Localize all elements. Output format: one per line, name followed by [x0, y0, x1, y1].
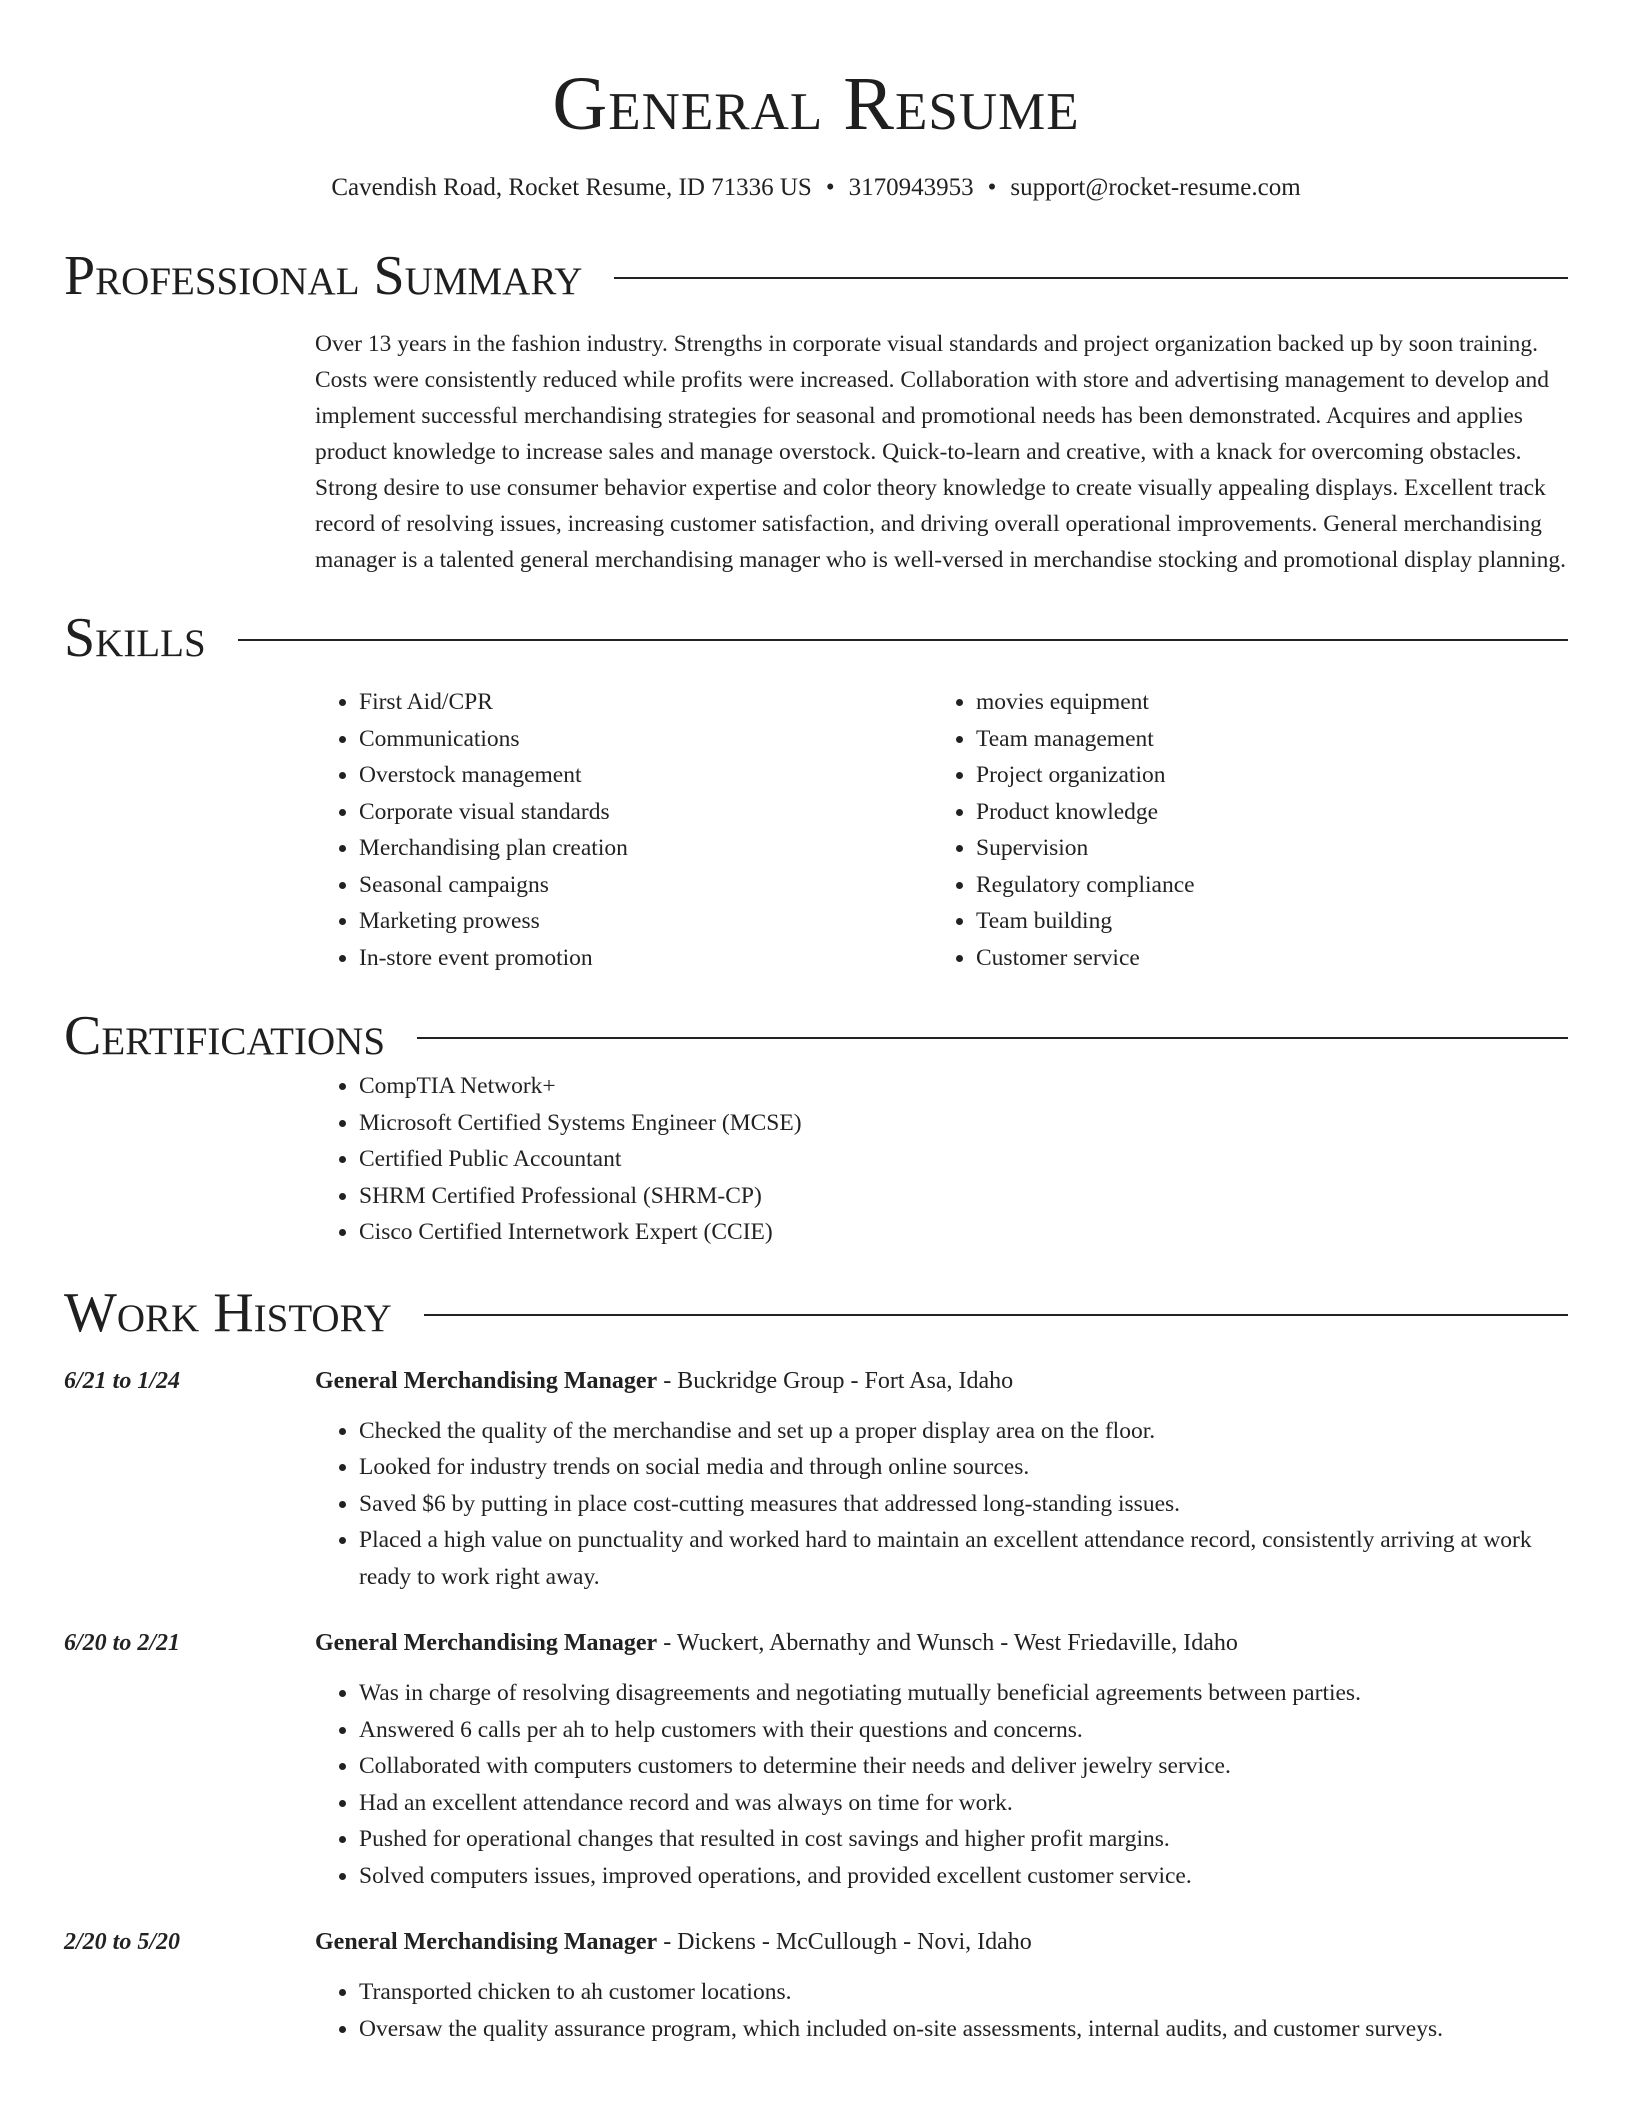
job-title: General Merchandising Manager — [315, 1630, 658, 1656]
summary-section-header — [64, 244, 1568, 308]
contact-phone: 3170943953 — [848, 174, 974, 201]
contact-address: Cavendish Road, Rocket Resume, ID 71336 US — [331, 174, 812, 201]
contact-separator: • — [987, 174, 997, 201]
job-bullet: • Had an excellent attendance record and was always on time for work. — [359, 1785, 1568, 1822]
certification-item: • Microsoft Certified Systems Engineer (MCSE) — [359, 1105, 1568, 1142]
job-bullet: • Was in charge of resolving disagreements and negotiating mutually beneficial agreements between parties. — [359, 1675, 1568, 1712]
certifications-section — [315, 1068, 1568, 1251]
job-bullet: • Looked for industry trends on social media and through online sources. — [359, 1449, 1568, 1486]
skill-item: • Team management — [976, 721, 1549, 758]
job-title-line — [315, 1363, 1568, 1399]
certifications-list — [315, 1068, 1568, 1251]
job-dates: 6/20 to 2/21 — [64, 1630, 181, 1656]
skill-item: • Merchandising plan creation — [359, 830, 932, 867]
job-title-line — [315, 1924, 1568, 1960]
skill-item: • First Aid/CPR — [359, 684, 932, 721]
skill-item: • Customer service — [976, 940, 1549, 977]
job-bullets — [315, 1974, 1568, 2047]
skills-section — [315, 684, 1568, 976]
work-section — [64, 1363, 1568, 2048]
job-details: - Wuckert, Abernathy and Wunsch - West Friedaville, Idaho — [657, 1630, 1238, 1656]
summary-title: Professional Summary — [64, 245, 583, 307]
job-bullet: • Collaborated with computers customers to determine their needs and deliver jewelry service. — [359, 1748, 1568, 1785]
skills-list-left — [315, 684, 932, 976]
job-bullet: • Transported chicken to ah customer locations. — [359, 1974, 1568, 2011]
summary-section — [315, 326, 1568, 578]
skill-item: • Corporate visual standards — [359, 794, 932, 831]
skill-item: • Marketing prowess — [359, 903, 932, 940]
skill-item: • Overstock management — [359, 757, 932, 794]
skills-column-left — [315, 684, 932, 976]
certification-item: • Certified Public Accountant — [359, 1141, 1568, 1178]
skills-section-header — [64, 606, 1568, 670]
certifications-section-header — [64, 1004, 1568, 1068]
skill-item: • Team building — [976, 903, 1549, 940]
skill-item: • Supervision — [976, 830, 1549, 867]
job-bullet: • Pushed for operational changes that resulted in cost savings and higher profit margins. — [359, 1821, 1568, 1858]
job-bullet: • Checked the quality of the merchandise and set up a proper display area on the floor. — [359, 1413, 1568, 1450]
certification-item: • Cisco Certified Internetwork Expert (CCIE) — [359, 1214, 1568, 1251]
resume-name: General Resume — [552, 62, 1080, 146]
job-bullets — [315, 1413, 1568, 1596]
certification-item: • SHRM Certified Professional (SHRM-CP) — [359, 1178, 1568, 1215]
work-section-header — [64, 1281, 1568, 1345]
contact-line — [64, 172, 1568, 204]
job-bullet: • Answered 6 calls per ah to help customers with their questions and concerns. — [359, 1712, 1568, 1749]
skill-item: • Project organization — [976, 757, 1549, 794]
skill-item: • movies equipment — [976, 684, 1549, 721]
job-title: General Merchandising Manager — [315, 1929, 658, 1955]
work-title: Work History — [64, 1281, 392, 1344]
job-details: - Buckridge Group - Fort Asa, Idaho — [657, 1367, 1014, 1394]
skills-grid — [315, 684, 1568, 976]
skill-item: • Communications — [359, 721, 932, 758]
job-bullet: • Placed a high value on punctuality and worked hard to maintain an excellent attendance record, consistently arriving at work ready to work right away. — [359, 1522, 1568, 1595]
section-divider — [424, 1314, 1568, 1316]
job-main — [315, 1363, 1568, 1596]
job-dates: 2/20 to 5/20 — [64, 1929, 181, 1955]
contact-email: support@rocket-resume.com — [1010, 174, 1301, 201]
job-entry — [64, 1363, 1568, 1596]
certifications-title: Certifications — [64, 1005, 386, 1067]
job-main — [315, 1625, 1568, 1894]
section-divider — [614, 277, 1568, 279]
skill-item: • In-store event promotion — [359, 940, 932, 977]
section-divider — [238, 639, 1568, 641]
skill-item: • Product knowledge — [976, 794, 1549, 831]
contact-separator: • — [825, 174, 835, 201]
job-title-line — [315, 1625, 1568, 1661]
section-divider — [417, 1037, 1568, 1039]
job-bullets — [315, 1675, 1568, 1894]
resume-page — [64, 0, 1568, 2047]
job-entry — [64, 1625, 1568, 1894]
skill-item: • Regulatory compliance — [976, 867, 1549, 904]
job-bullet: • Oversaw the quality assurance program, which included on-site assessments, internal audits, and customer surveys. — [359, 2011, 1568, 2048]
job-entry — [64, 1924, 1568, 2047]
skills-column-right — [932, 684, 1549, 976]
job-title: General Merchandising Manager — [315, 1367, 658, 1394]
job-bullet: • Saved $6 by putting in place cost-cutting measures that addressed long-standing issues. — [359, 1486, 1568, 1523]
job-details: - Dickens - McCullough - Novi, Idaho — [657, 1929, 1032, 1955]
skill-item: • Seasonal campaigns — [359, 867, 932, 904]
skills-list-right — [932, 684, 1549, 976]
skills-title: Skills — [64, 607, 206, 669]
certification-item: • CompTIA Network+ — [359, 1068, 1568, 1105]
job-dates: 6/21 to 1/24 — [64, 1367, 181, 1394]
summary-text: Over 13 years in the fashion industry. Strengths in corporate visual standards and project organization backed up by soon training. Costs were consistently reduced while profits were increased. Collaboration with store and advertising management to develop and implement successful merchandising strategies for seasonal and promotional needs has been demonstrated. Acquires and applies product knowledge to increase sales and manage overstock. Quick-to-learn and creative, with a knack for overcoming obstacles. Strong desire to use consumer behavior expertise and color theory knowledge to create visually appealing displays. Excellent track record of resolving issues, increasing customer satisfaction, and driving overall operational improvements. General merchandising manager is a talented general merchandising manager who is well-versed in merchandise stocking and promotional display planning. — [315, 331, 1566, 573]
job-bullet: • Solved computers issues, improved operations, and provided excellent customer service. — [359, 1858, 1568, 1895]
job-main — [315, 1924, 1568, 2047]
